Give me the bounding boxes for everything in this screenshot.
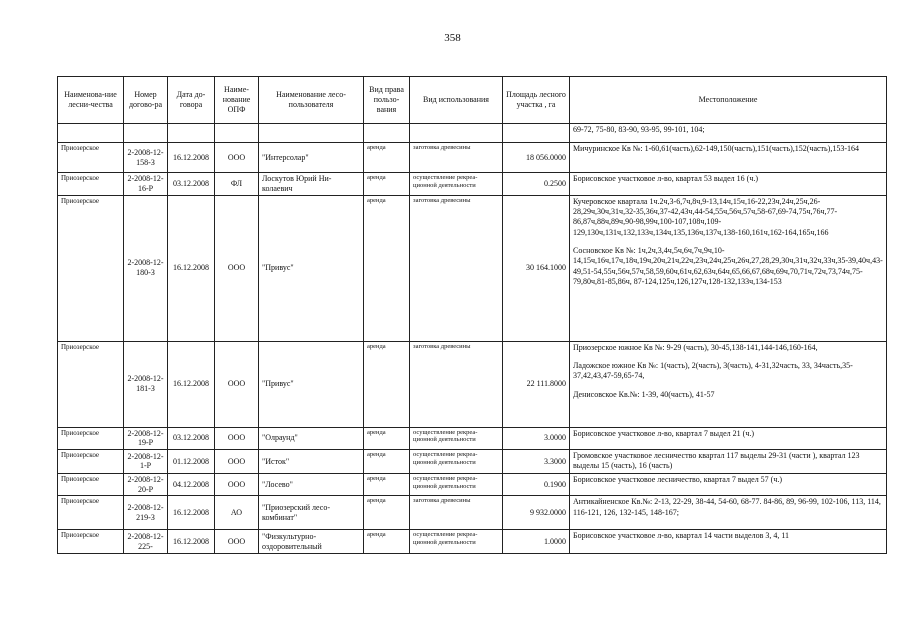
location-cell [570, 473, 887, 496]
contract-date-cell: 03.12.2008 [168, 427, 215, 450]
contract-number-cell: 2-2008-12-158-З [124, 143, 168, 173]
col-tenant-header: Наименование лесо-пользователя [259, 77, 364, 124]
area-cell: 1.0000 [503, 530, 570, 554]
region-cell: Приозерское [58, 450, 124, 474]
contract-date-cell: 16.12.2008 [168, 143, 215, 173]
location-cell [570, 195, 887, 341]
table-row [58, 530, 887, 554]
tenant-cell: "Лосево" [259, 473, 364, 496]
opf-cell: АО [215, 496, 259, 530]
tenant-cell: "Исток" [259, 450, 364, 474]
area-cell: 9 932.0000 [503, 496, 570, 530]
contract-date-cell: 16.12.2008 [168, 341, 215, 427]
contract-date-cell: 01.12.2008 [168, 450, 215, 474]
contract-date-cell: 03.12.2008 [168, 173, 215, 196]
continuation-row [58, 124, 887, 143]
table-row [58, 473, 887, 496]
location-cell [570, 143, 887, 173]
location-cell [570, 450, 887, 474]
location-paragraph: Борисовское участковое л-во, квартал 14 части выделов 3, 4, 11 [573, 531, 790, 541]
area-cell: 3.3000 [503, 450, 570, 474]
forest-lease-table [57, 76, 887, 554]
right-type-cell: аренда [364, 173, 410, 196]
page-number: 358 [444, 32, 461, 44]
location-paragraph: Антикайненское Кв.№: 2-13, 22-29, 38-44, 54-60, 68-77. 84-86, 89, 96-99, 102-106, 113, 114, 116-121, 126, 132-145, 148-167; [573, 497, 881, 517]
table-row [58, 341, 887, 427]
use-type-cell: осуществление рекреа-ционной деятельности [410, 427, 503, 450]
location-paragraph: Борисовское участковое лесничество, квартал 7 выдел 57 (ч.) [573, 474, 783, 484]
opf-cell: ООО [215, 473, 259, 496]
contract-date-cell: 04.12.2008 [168, 473, 215, 496]
area-cell: 3.0000 [503, 427, 570, 450]
location-paragraph: Ладожское южное Кв №: 1(часть), 2(часть), 3(часть), 4-31,32часть, 33, 34часть,35-37,42,43,47-59,65-74, [573, 360, 853, 381]
contract-date-cell: 16.12.2008 [168, 530, 215, 554]
col-use-header: Вид использования [410, 77, 503, 124]
use-type-cell: заготовка древесины [410, 341, 503, 427]
continuation-location: 69-72, 75-80, 83-90, 93-95, 99-101, 104; [570, 124, 887, 143]
contract-number-cell: 2-2008-12-20-Р [124, 473, 168, 496]
col-number-header: Номер догово-ра [124, 77, 168, 124]
opf-cell: ФЛ [215, 173, 259, 196]
table-row [58, 143, 887, 173]
region-cell: Приозерское [58, 173, 124, 196]
header-row [58, 77, 887, 124]
tenant-cell: "Олраунд" [259, 427, 364, 450]
right-type-cell: аренда [364, 143, 410, 173]
tenant-cell: Лоскутов Юрий Ни-колаевич [259, 173, 364, 196]
location-paragraph: Борисовское участковое л-во, квартал 53 выдел 16 (ч.) [573, 174, 759, 183]
right-type-cell: аренда [364, 195, 410, 341]
location-paragraph: Громовское участковое лесничество квартал 117 выделы 29-31 (части ), квартал 123 выделы 15 (часть), 16 (часть) [573, 451, 860, 471]
tenant-cell: "Привус" [259, 341, 364, 427]
col-location-header: Местоположение [570, 77, 887, 124]
contract-date-cell: 16.12.2008 [168, 195, 215, 341]
contract-number-cell: 2-2008-12-1-Р [124, 450, 168, 474]
region-cell: Приозерское [58, 195, 124, 341]
opf-cell: ООО [215, 450, 259, 474]
use-type-cell: осуществление рекреа-ционной деятельности [410, 530, 503, 554]
region-cell: Приозерское [58, 473, 124, 496]
region-cell: Приозерское [58, 143, 124, 173]
use-type-cell: осуществление рекреа-ционной деятельности [410, 173, 503, 196]
col-region-header: Наименова-ние лесни-чества [58, 77, 124, 124]
location-paragraph: Борисовское участковое л-во, квартал 7 выдел 21 (ч.) [573, 428, 755, 438]
location-paragraph: Приозерское южное Кв №: 9-29 (часть), 30-45,138-141,144-146,160-164, [573, 342, 818, 352]
tenant-cell: "Приозерский лесо-комбинат" [259, 496, 364, 530]
tenant-cell: "Интерсолар" [259, 143, 364, 173]
table-row [58, 450, 887, 474]
col-opf-header: Наиме-нование ОПФ [215, 77, 259, 124]
right-type-cell: аренда [364, 341, 410, 427]
location-cell [570, 427, 887, 450]
opf-cell: ООО [215, 195, 259, 341]
area-cell: 30 164.1000 [503, 195, 570, 341]
region-cell: Приозерское [58, 427, 124, 450]
use-type-cell: заготовка древесины [410, 496, 503, 530]
location-paragraph: Сосновское Кв №: 1ч,2ч,3,4ч,5ч,6ч,7ч,9ч,10-14,15ч,16ч,17ч,18ч,19ч,20ч,21ч,22ч,23ч,24ч,25ч,26ч,27,28,29,30ч,31ч,32ч,33ч,35-39,40ч,43-49,51-54,55ч,56ч,57ч,58,59,60ч,61ч,62,63ч,64ч,65,66,67,68ч,69ч,70,71ч,72ч,73,74ч,75-79,80ч,81-85,86ч, 87-124,125ч,126,127ч,128-132,133ч,134-153 [573, 246, 883, 287]
col-right-header: Вид права пользо-вания [364, 77, 410, 124]
location-paragraph: Кучеровское квартала 1ч.2ч,3-6,7ч,8ч,9-13,14ч,15ч,16-22,23ч,24ч,25ч,26-28,29ч,30ч,31ч,32-35,36ч,37-42,43ч,44-54,55ч,56ч,57ч,58-67,69-74,75ч,76ч,77-86,87ч,88ч,89ч,90-98,99ч,100-107,108ч,109-129,130ч,131ч,132,133ч,134ч,135,136ч,137ч,138-160,161ч,162-164,165ч,166 [573, 196, 838, 237]
use-type-cell: заготовка древесины [410, 143, 503, 173]
tenant-cell: "Физкультурно-оздоровительный [259, 530, 364, 554]
contract-number-cell: 2-2008-12-181-З [124, 341, 168, 427]
region-cell: Приозерское [58, 341, 124, 427]
location-cell [570, 496, 887, 530]
opf-cell: ООО [215, 341, 259, 427]
table-row [58, 496, 887, 530]
contract-date-cell: 16.12.2008 [168, 496, 215, 530]
area-cell: 0.2500 [503, 173, 570, 196]
table-row [58, 195, 887, 341]
contract-number-cell: 2-2008-12-16-Р [124, 173, 168, 196]
opf-cell: ООО [215, 143, 259, 173]
contract-number-cell: 2-2008-12-180-З [124, 195, 168, 341]
contract-number-cell: 2-2008-12-219-З [124, 496, 168, 530]
table-row [58, 427, 887, 450]
use-type-cell: осуществление рекреа-ционной деятельности [410, 450, 503, 474]
opf-cell: ООО [215, 530, 259, 554]
right-type-cell: аренда [364, 496, 410, 530]
right-type-cell: аренда [364, 450, 410, 474]
use-type-cell: осуществление рекреа-ционной деятельности [410, 473, 503, 496]
right-type-cell: аренда [364, 530, 410, 554]
location-cell [570, 341, 887, 427]
contract-number-cell: 2-2008-12-19-Р [124, 427, 168, 450]
right-type-cell: аренда [364, 473, 410, 496]
col-area-header: Площадь лесного участка , га [503, 77, 570, 124]
table-body [58, 124, 887, 554]
area-cell: 18 056.0000 [503, 143, 570, 173]
contract-number-cell: 2-2008-12-225- [124, 530, 168, 554]
col-date-header: Дата до-говора [168, 77, 215, 124]
area-cell: 22 111.8000 [503, 341, 570, 427]
use-type-cell: заготовка древесины [410, 195, 503, 341]
location-cell [570, 530, 887, 554]
opf-cell: ООО [215, 427, 259, 450]
tenant-cell: "Привус" [259, 195, 364, 341]
table-row [58, 173, 887, 196]
area-cell: 0.1900 [503, 473, 570, 496]
location-paragraph: Мичуринское Кв №: 1-60,61(часть),62-149,150(часть),151(часть),152(часть),153-164 [573, 144, 860, 153]
region-cell: Приозерское [58, 496, 124, 530]
location-paragraph: Денисовское Кв.№: 1-39, 40(часть), 41-57 [573, 389, 715, 399]
region-cell: Приозерское [58, 530, 124, 554]
right-type-cell: аренда [364, 427, 410, 450]
location-cell [570, 173, 887, 196]
